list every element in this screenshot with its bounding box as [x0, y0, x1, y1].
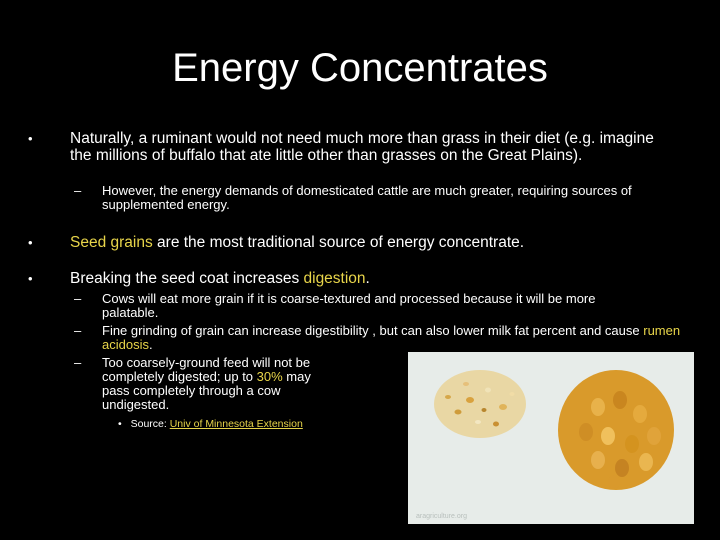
photo-credit: aragriculture.org	[416, 513, 467, 520]
sub-bullet-text-after: .	[148, 337, 153, 352]
whole-kernels-pile	[558, 370, 674, 490]
sub-bullet-marker: –	[74, 323, 82, 338]
highlight-seed-grains: Seed grains	[70, 234, 153, 251]
corn-kernels-image	[408, 352, 694, 524]
bullet-text-rest: are the most traditional source of energy concentrate.	[152, 234, 525, 251]
source-label: Source:	[130, 418, 170, 430]
sub-bullet-text	[102, 356, 334, 412]
sub-bullet-marker: –	[74, 291, 82, 306]
bullet-text-after: .	[365, 270, 370, 287]
source-line	[118, 418, 303, 430]
bullet-text	[70, 234, 675, 251]
highlight-30-percent: 30%	[256, 369, 283, 384]
sub-bullet-marker: –	[74, 183, 82, 198]
bullet-marker: •	[28, 131, 33, 146]
bullet-text-before: Breaking the seed coat increases	[70, 270, 304, 287]
bullet-text: Naturally, a ruminant would not need much more than grass in their diet (e.g. imagine the millions of buffalo that ate little other than grasses on the Great Plains).	[70, 130, 654, 164]
highlight-rumen-acidosis: rumen acidosis	[102, 323, 681, 352]
bullet-marker: •	[28, 235, 33, 250]
sub-bullet-text	[102, 324, 682, 352]
source-marker: •	[118, 418, 122, 430]
source-link[interactable]: Univ of Minnesota Extension	[169, 418, 303, 430]
sub-bullet-text-after: may pass completely through a cow undigested.	[102, 369, 311, 412]
bullet-marker: •	[28, 271, 33, 286]
sub-bullet-marker: –	[74, 355, 82, 370]
sub-bullet-text-before: Too coarsely-ground feed will not be completely digested; up to	[102, 355, 311, 384]
sub-bullet-text: However, the energy demands of domesticated cattle are much greater, requiring sources of supplemented energy.	[102, 183, 632, 212]
sub-bullet-text: Cows will eat more grain if it is coarse-textured and processed because it will be more palatable.	[102, 291, 596, 320]
highlight-digestion: digestion	[303, 270, 366, 287]
bullet-text	[70, 270, 675, 287]
cracked-corn-pile	[434, 370, 526, 438]
sub-bullet-text-before: Fine grinding of grain can increase digestibility , but can also lower milk fat percent and cause	[102, 323, 644, 338]
corn-kernels-photo	[408, 352, 694, 524]
slide-title: Energy Concentrates	[172, 46, 548, 90]
